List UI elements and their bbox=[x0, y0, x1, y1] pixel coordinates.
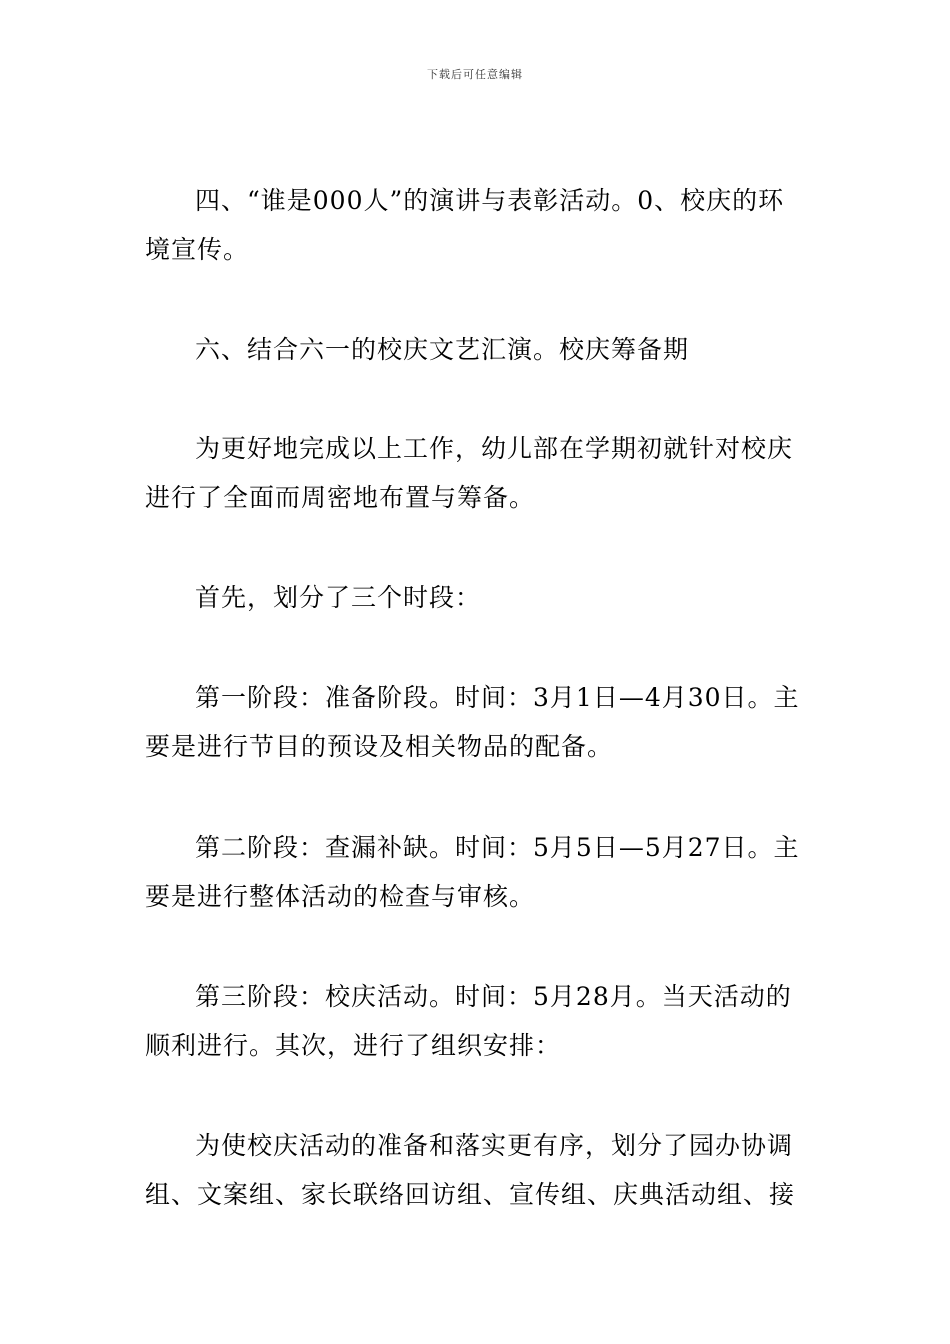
paragraph-4: 首先，划分了三个时段： bbox=[195, 583, 482, 612]
paragraph-6: 第二阶段：查漏补缺。时间：5月5日—5月27日。主要是进行整体活动的检查与审核。 bbox=[145, 833, 800, 911]
paragraph-3: 为更好地完成以上工作，幼儿部在学期初就针对校庆进行了全面而周密地布置与筹备。 bbox=[145, 434, 794, 512]
paragraph-2: 六、结合六一的校庆文艺汇演。校庆筹备期 bbox=[195, 335, 690, 364]
paragraph-8: 为使校庆活动的准备和落实更有序，划分了园办协调组、文案组、家长联络回访组、宣传组、庆典活动组、接 bbox=[145, 1131, 796, 1209]
paragraph-7: 第三阶段：校庆活动。时间：5月28月。当天活动的顺利进行。其次，进行了组织安排： bbox=[145, 982, 792, 1060]
header-note: 下载后可任意编辑 bbox=[427, 68, 523, 81]
paragraph-1: 四、“谁是000人”的演讲与表彰活动。0、校庆的环境宣传。 bbox=[145, 186, 785, 264]
paragraph-5: 第一阶段：准备阶段。时间：3月1日—4月30日。主要是进行节目的预设及相关物品的配备。 bbox=[145, 683, 800, 761]
